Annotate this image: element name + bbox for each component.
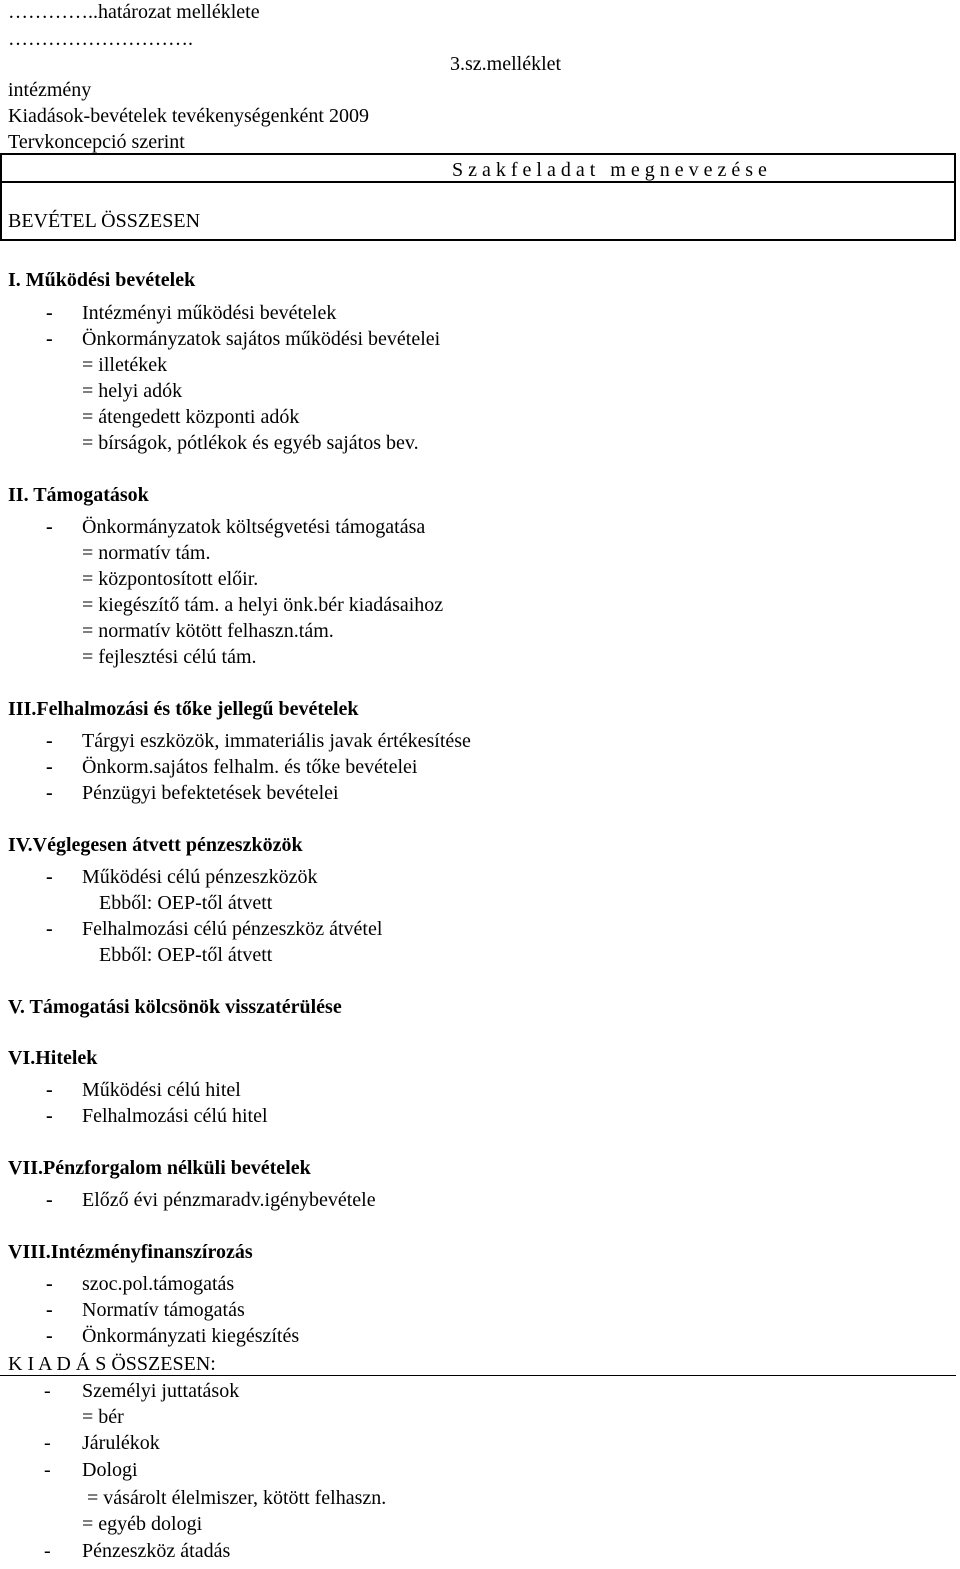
section-item: Intézményi működési bevételek bbox=[82, 302, 337, 324]
section-item: = normatív kötött felhaszn.tám. bbox=[82, 620, 334, 642]
bullet-dash: - bbox=[46, 328, 53, 350]
section-item: = átengedett központi adók bbox=[82, 406, 300, 428]
bullet-dash: - bbox=[44, 1380, 51, 1402]
section-item: = fejlesztési célú tám. bbox=[82, 646, 257, 668]
expense-item: Dologi bbox=[82, 1459, 138, 1481]
section-item: Felhalmozási célú hitel bbox=[82, 1105, 268, 1127]
section-item: Önkormányzatok sajátos működési bevételei bbox=[82, 328, 441, 350]
column-header bbox=[452, 158, 767, 182]
institution-label: intézmény bbox=[8, 79, 92, 101]
table-right-border bbox=[954, 153, 956, 241]
income-row-divider bbox=[0, 239, 956, 241]
bullet-dash: - bbox=[46, 302, 53, 324]
bullet-dash: - bbox=[46, 1105, 53, 1127]
section-item: Pénzügyi befektetések bevételei bbox=[82, 782, 339, 804]
section-item: Önkorm.sajátos felhalm. és tőke bevételei bbox=[82, 756, 418, 778]
section-title: VI.Hitelek bbox=[8, 1047, 98, 1069]
section-title: IV.Véglegesen átvett pénzeszközök bbox=[8, 834, 303, 856]
section-item: Normatív támogatás bbox=[82, 1299, 245, 1321]
section-item: = normatív tám. bbox=[82, 542, 211, 564]
section-item: = helyi adók bbox=[82, 380, 183, 402]
section-title: VII.Pénzforgalom nélküli bevételek bbox=[8, 1157, 311, 1179]
section-item: Önkormányzatok költségvetési támogatása bbox=[82, 516, 426, 538]
table-left-border bbox=[0, 153, 2, 241]
bullet-dash: - bbox=[46, 1325, 53, 1347]
section-title: VIII.Intézményfinanszírozás bbox=[8, 1241, 253, 1263]
section-item: = kiegészítő tám. a helyi önk.bér kiadásaihoz bbox=[82, 594, 444, 616]
expense-item: Járulékok bbox=[82, 1432, 160, 1454]
bullet-dash: - bbox=[46, 1273, 53, 1295]
section-item: Működési célú pénzeszközök bbox=[82, 866, 318, 888]
income-total-label: BEVÉTEL ÖSSZESEN bbox=[8, 210, 201, 232]
bullet-dash: - bbox=[46, 1189, 53, 1211]
bullet-dash: - bbox=[44, 1432, 51, 1454]
expense-item: = egyéb dologi bbox=[82, 1513, 203, 1535]
bullet-dash: - bbox=[46, 866, 53, 888]
section-item: Tárgyi eszközök, immateriális javak értékesítése bbox=[82, 730, 471, 752]
section-item: szoc.pol.támogatás bbox=[82, 1273, 235, 1295]
expense-total-label: K I A D Á S ÖSSZESEN: bbox=[8, 1353, 216, 1375]
bullet-dash: - bbox=[46, 782, 53, 804]
expense-divider bbox=[0, 1375, 956, 1376]
annex-number: 3.sz.melléklet bbox=[450, 53, 562, 75]
expense-item: = bér bbox=[82, 1406, 124, 1428]
section-item: = illetékek bbox=[82, 354, 168, 376]
dotted-line: ………………………. bbox=[8, 28, 193, 50]
bullet-dash: - bbox=[46, 918, 53, 940]
section-item: Felhalmozási célú pénzeszköz átvétel bbox=[82, 918, 383, 940]
section-title: I. Működési bevételek bbox=[8, 269, 196, 291]
expense-item: = vásárolt élelmiszer, kötött felhaszn. bbox=[87, 1487, 387, 1509]
bullet-dash: - bbox=[46, 1299, 53, 1321]
section-item: = központosított előir. bbox=[82, 568, 259, 590]
page-subtitle: Tervkoncepció szerint bbox=[8, 131, 185, 153]
bullet-dash: - bbox=[46, 516, 53, 538]
section-title: III.Felhalmozási és tőke jellegű bevételek bbox=[8, 698, 359, 720]
bullet-dash: - bbox=[46, 756, 53, 778]
expense-item: Pénzeszköz átadás bbox=[82, 1540, 231, 1562]
section-item: Ebből: OEP-től átvett bbox=[99, 944, 273, 966]
section-title: II. Támogatások bbox=[8, 484, 149, 506]
bullet-dash: - bbox=[46, 1079, 53, 1101]
table-top-border bbox=[0, 153, 956, 155]
expense-item: Személyi juttatások bbox=[82, 1380, 240, 1402]
resolution-annex-line: …………..határozat melléklete bbox=[8, 1, 260, 23]
section-item: Működési célú hitel bbox=[82, 1079, 241, 1101]
bullet-dash: - bbox=[44, 1459, 51, 1481]
column-header-text: S z a k f e l a d a t m e g n e v e z é s e bbox=[452, 159, 767, 181]
bullet-dash: - bbox=[46, 730, 53, 752]
section-item: Előző évi pénzmaradv.igénybevétele bbox=[82, 1189, 376, 1211]
section-title: V. Támogatási kölcsönök visszatérülése bbox=[8, 996, 342, 1018]
section-item: = bírságok, pótlékok és egyéb sajátos bev. bbox=[82, 432, 419, 454]
bullet-dash: - bbox=[44, 1540, 51, 1562]
section-item: Önkormányzati kiegészítés bbox=[82, 1325, 300, 1347]
section-item: Ebből: OEP-től átvett bbox=[99, 892, 273, 914]
page-title: Kiadások-bevételek tevékenységenként 2009 bbox=[8, 105, 369, 127]
